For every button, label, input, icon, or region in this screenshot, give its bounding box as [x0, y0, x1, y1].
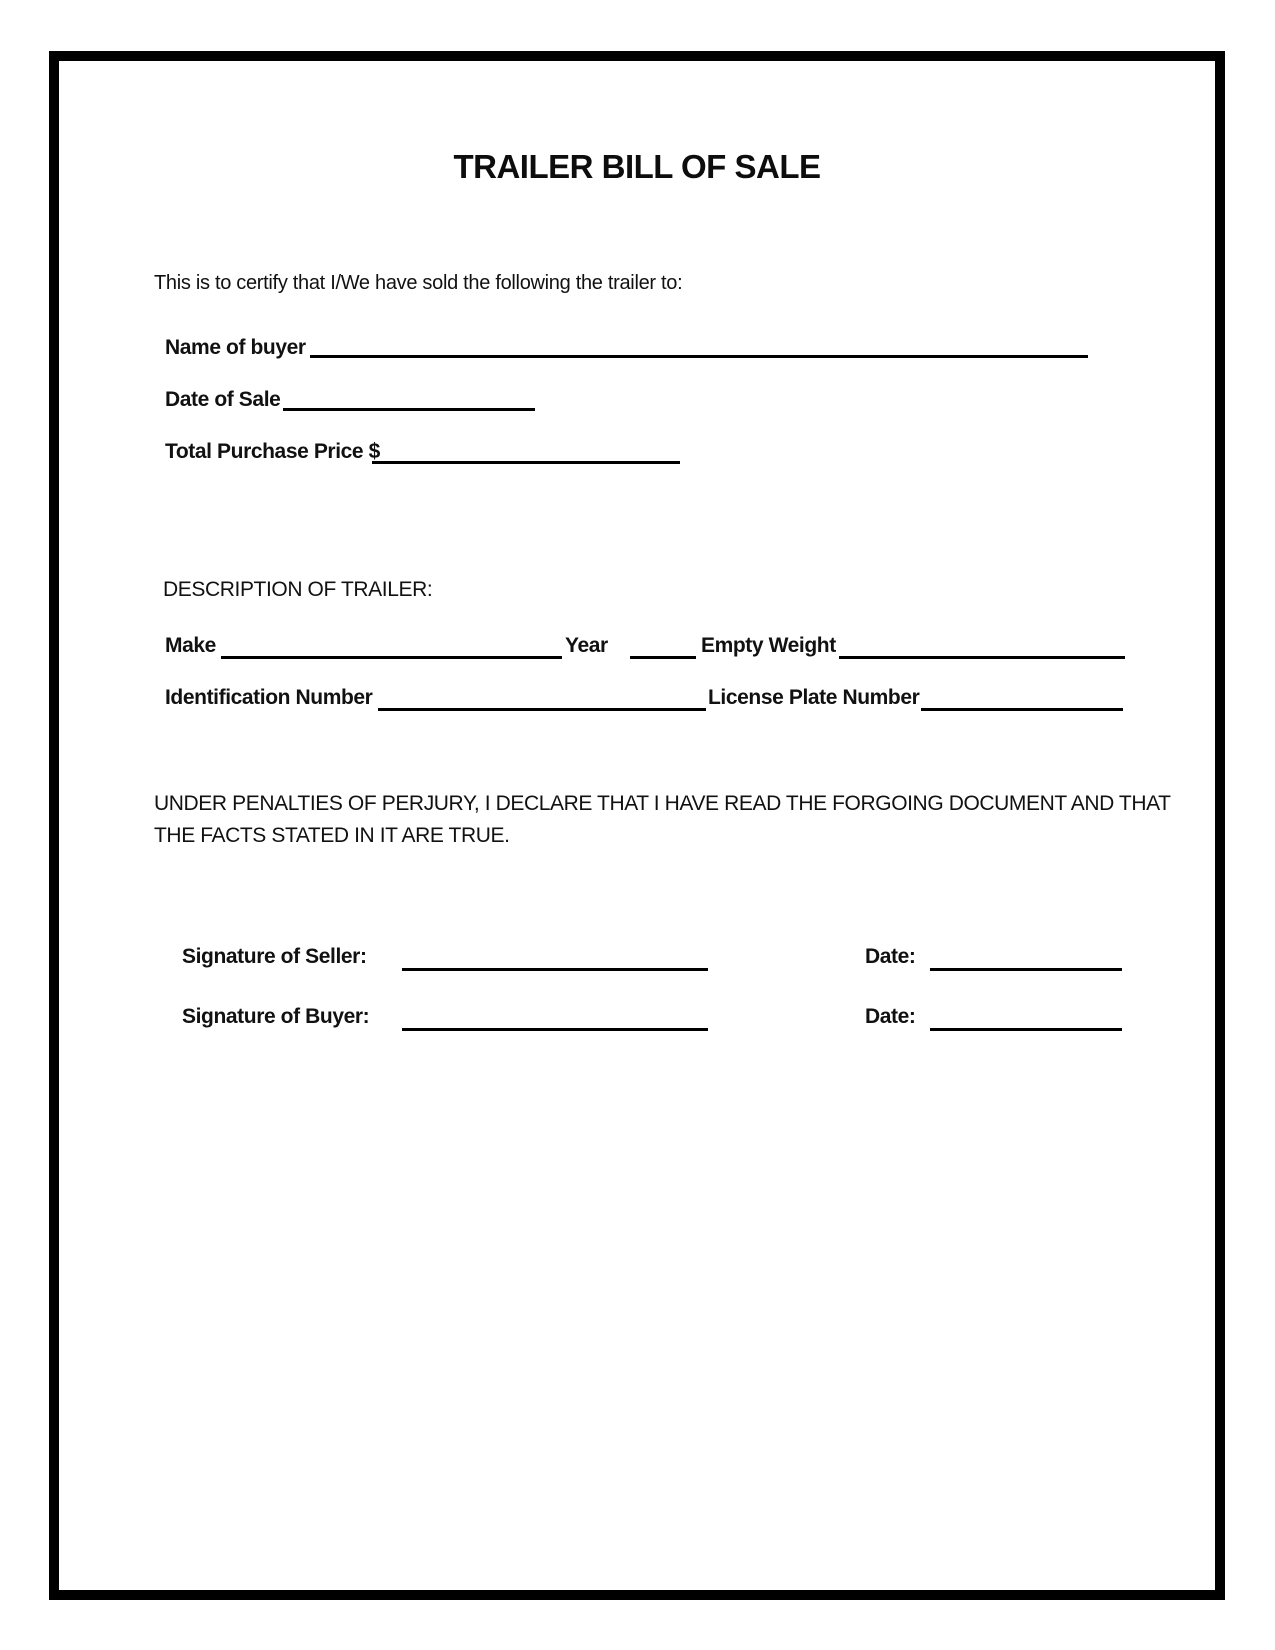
seller-date-label: Date:: [865, 945, 916, 968]
description-section-heading: DESCRIPTION OF TRAILER:: [163, 578, 433, 601]
total-purchase-price-input-line[interactable]: [372, 461, 680, 464]
identification-number-input-line[interactable]: [378, 708, 706, 711]
buyer-date-label: Date:: [865, 1005, 916, 1028]
identification-number-label: Identification Number: [165, 686, 373, 709]
year-label: Year: [565, 634, 608, 657]
name-of-buyer-label: Name of buyer: [165, 336, 306, 359]
signature-of-buyer-label: Signature of Buyer:: [182, 1005, 370, 1028]
date-of-sale-label: Date of Sale: [165, 388, 281, 411]
empty-weight-label: Empty Weight: [701, 634, 836, 657]
make-label: Make: [165, 634, 216, 657]
signature-of-seller-label: Signature of Seller:: [182, 945, 367, 968]
date-of-sale-input-line[interactable]: [283, 408, 535, 411]
seller-date-input-line[interactable]: [930, 968, 1122, 971]
buyer-signature-input-line[interactable]: [402, 1028, 708, 1031]
name-of-buyer-input-line[interactable]: [310, 355, 1088, 358]
empty-weight-input-line[interactable]: [839, 656, 1125, 659]
total-purchase-price-label: Total Purchase Price $: [165, 440, 380, 463]
license-plate-number-input-line[interactable]: [921, 708, 1123, 711]
buyer-date-input-line[interactable]: [930, 1028, 1122, 1031]
license-plate-number-label: License Plate Number: [708, 686, 920, 709]
year-input-line[interactable]: [630, 656, 696, 659]
intro-text: This is to certify that I/We have sold the following the trailer to:: [154, 272, 683, 294]
declaration-line-1: UNDER PENALTIES OF PERJURY, I DECLARE THAT I HAVE READ THE FORGOING DOCUMENT AND THAT: [154, 792, 1171, 815]
declaration-line-2: THE FACTS STATED IN IT ARE TRUE.: [154, 824, 510, 847]
make-input-line[interactable]: [221, 656, 562, 659]
page-title: TRAILER BILL OF SALE: [453, 148, 821, 185]
seller-signature-input-line[interactable]: [402, 968, 708, 971]
